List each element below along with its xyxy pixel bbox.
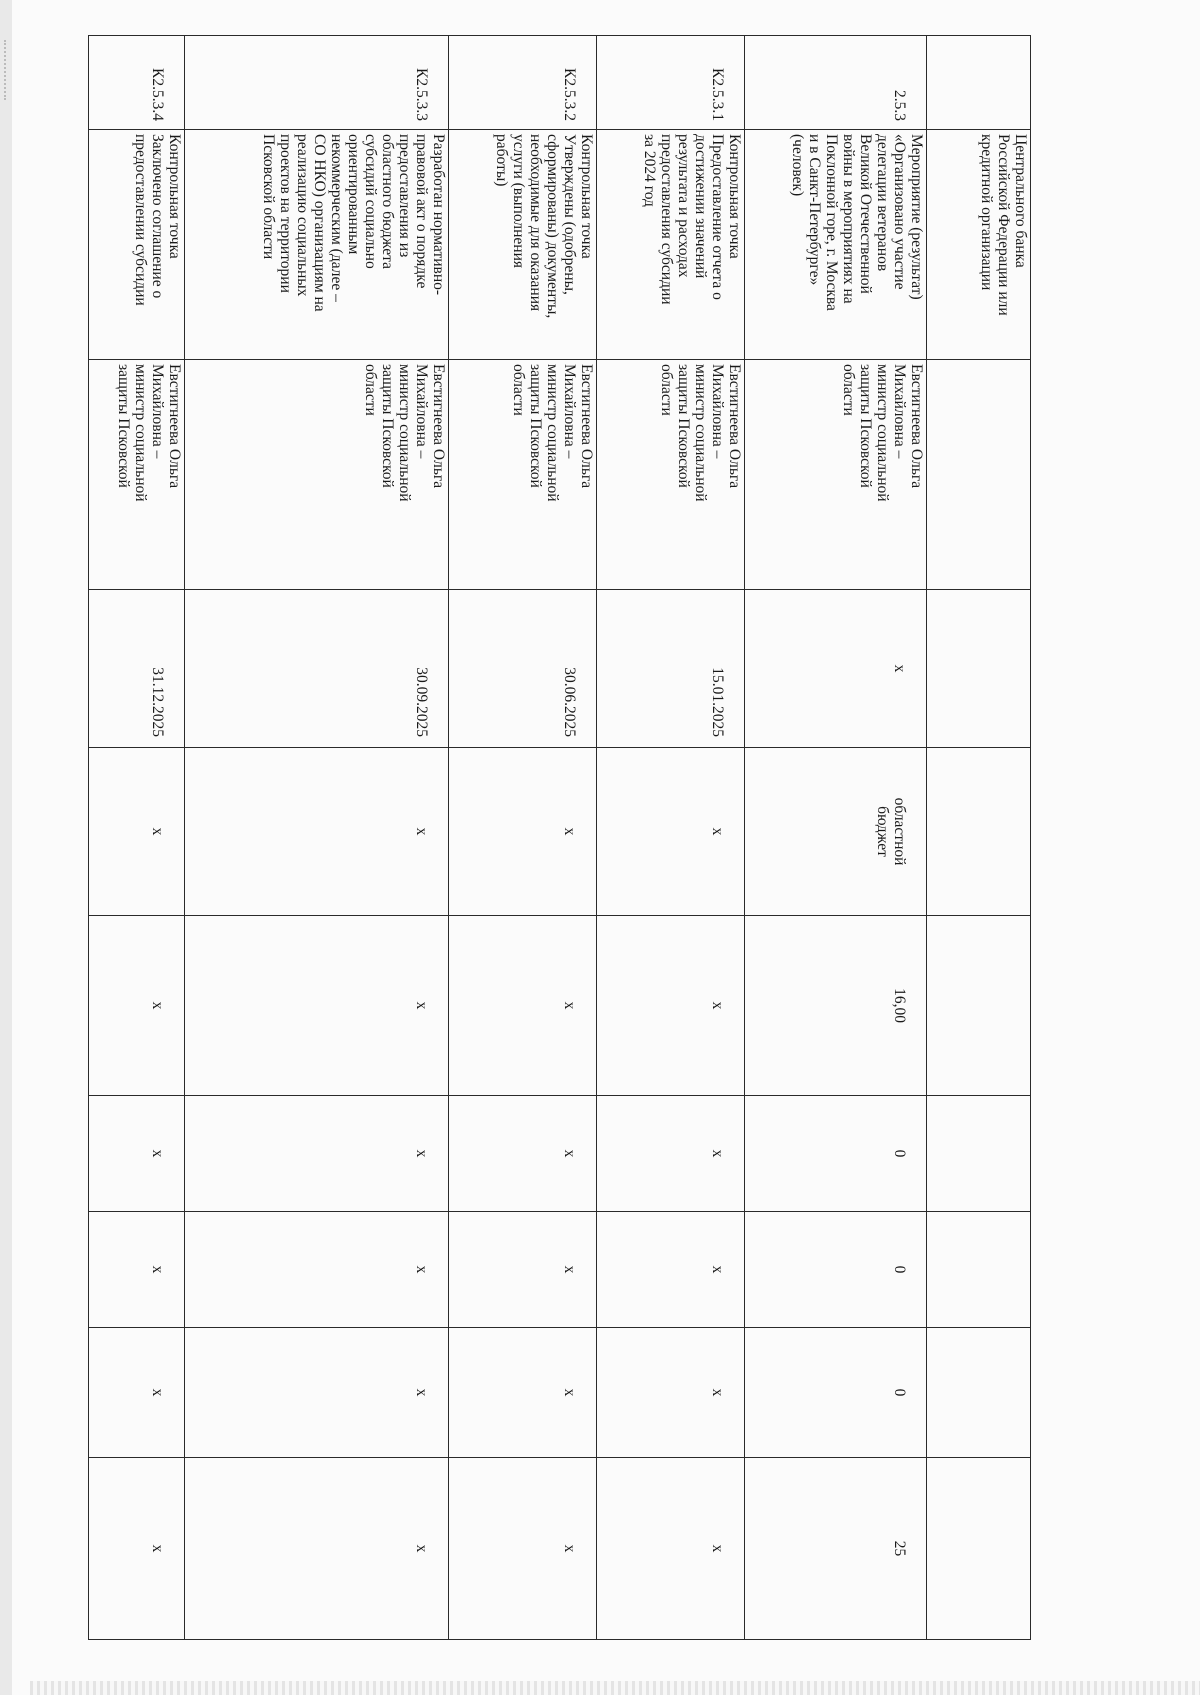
row-name: Мероприятие (результат) «Организовано участие делегации ветеранов Великой Отечественной войны в мероприятиях на Поклонной горе, г. Москва и в Санкт-Петербурге» (человек) (745, 130, 927, 360)
row-name: Контрольная точка Утверждены (одобрены, сформированы) документы, необходимые для оказания услуги (выполнения работы) (449, 130, 597, 360)
row-value-1: x (597, 916, 745, 1096)
row-source: x (597, 748, 745, 916)
row-value-2: x (89, 1096, 185, 1212)
row-number: 2.5.3 (745, 36, 927, 130)
table-row (449, 36, 597, 1640)
row-value-1: 16,00 (745, 916, 927, 1096)
row-number: К2.5.3.4 (89, 36, 185, 130)
table-row (185, 36, 449, 1640)
row-value-5: x (597, 1458, 745, 1640)
cell-name: Центрального банка Российской Федерации или кредитной организации (927, 130, 1031, 360)
row-date: 15.01.2025 (597, 590, 745, 748)
row-source: x (185, 748, 449, 916)
table-row (597, 36, 745, 1640)
row-responsible: Евстигнеева Ольга Михайловна – министр социальной защиты Псковской области (449, 360, 597, 590)
cell-v2 (927, 1096, 1031, 1212)
scan-bottom-noise (30, 1681, 1200, 1695)
row-value-4: 0 (745, 1328, 927, 1458)
scan-artifact (4, 40, 12, 100)
row-number: К2.5.3.2 (449, 36, 597, 130)
row-name: Контрольная точка Заключено соглашение о предоставлении субсидии (89, 130, 185, 360)
row-value-4: x (597, 1328, 745, 1458)
cell-source (927, 748, 1031, 916)
row-value-3: x (185, 1212, 449, 1328)
cell-v5 (927, 1458, 1031, 1640)
row-value-3: x (597, 1212, 745, 1328)
row-date: 31.12.2025 (89, 590, 185, 748)
row-value-1: x (89, 916, 185, 1096)
row-value-5: x (449, 1458, 597, 1640)
row-date: x (745, 590, 927, 748)
table-row (745, 36, 927, 1640)
row-date: 30.06.2025 (449, 590, 597, 748)
cell-v1 (927, 916, 1031, 1096)
row-responsible: Евстигнеева Ольга Михайловна – министр социальной защиты Псковской области (597, 360, 745, 590)
row-name: Разработан нормативно- правовой акт о порядке предоставления из областного бюджета субсидий социально ориентированным некоммерческим (далее – СО НКО) организациям на реализацию социальных проектов на территории Псковской области (185, 130, 449, 360)
row-source: x (449, 748, 597, 916)
row-value-4: x (89, 1328, 185, 1458)
table-row-header-continuation (927, 36, 1031, 1640)
row-value-3: 0 (745, 1212, 927, 1328)
row-value-4: x (449, 1328, 597, 1458)
cell-responsible (927, 360, 1031, 590)
row-responsible: Евстигнеева Ольга Михайловна – министр социальной защиты Псковской области (185, 360, 449, 590)
cell-num (927, 36, 1031, 130)
row-value-3: x (89, 1212, 185, 1328)
cell-v3 (927, 1212, 1031, 1328)
row-number: К2.5.3.3 (185, 36, 449, 130)
cell-v4 (927, 1328, 1031, 1458)
row-value-2: 0 (745, 1096, 927, 1212)
row-source: областной бюджет (745, 748, 927, 916)
row-number: К2.5.3.1 (597, 36, 745, 130)
rotated-document-page (89, 35, 1031, 1639)
row-source: x (89, 748, 185, 916)
scan-edge-strip (0, 0, 12, 1695)
row-value-2: x (449, 1096, 597, 1212)
table-row (89, 36, 185, 1640)
plan-table (88, 35, 1031, 1640)
row-value-1: x (185, 916, 449, 1096)
row-value-5: x (185, 1458, 449, 1640)
row-responsible: Евстигнеева Ольга Михайловна – министр социальной защиты Псковской области (745, 360, 927, 590)
row-value-4: x (185, 1328, 449, 1458)
row-value-2: x (185, 1096, 449, 1212)
row-date: 30.09.2025 (185, 590, 449, 748)
cell-date (927, 590, 1031, 748)
row-name: Контрольная точка Предоставление отчета о достижении значений результата и расходах предоставления субсидии за 2024 год (597, 130, 745, 360)
row-value-3: x (449, 1212, 597, 1328)
row-responsible: Евстигнеева Ольга Михайловна – министр социальной защиты Псковской (89, 360, 185, 590)
row-value-1: x (449, 916, 597, 1096)
row-value-5: 25 (745, 1458, 927, 1640)
row-value-2: x (597, 1096, 745, 1212)
row-value-5: x (89, 1458, 185, 1640)
